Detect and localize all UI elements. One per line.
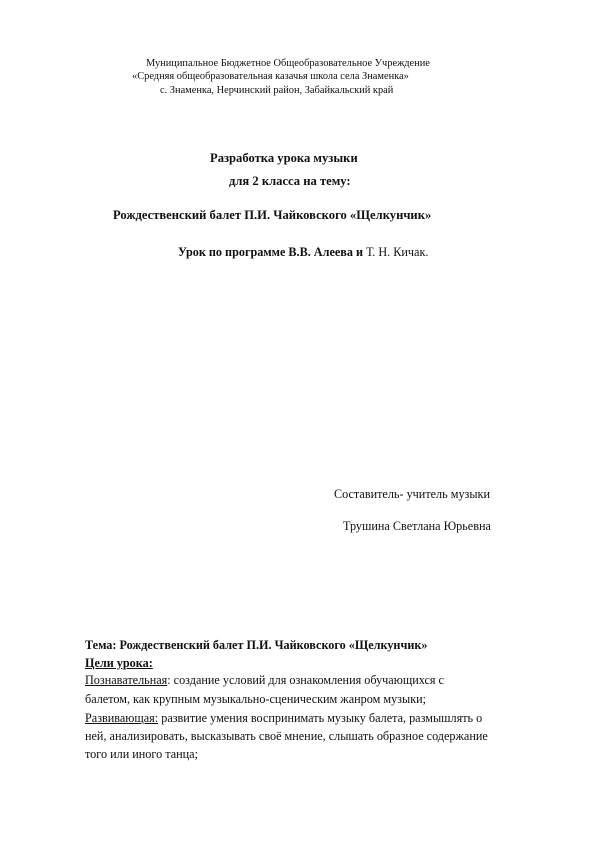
lesson-title-line-2: для 2 класса на тему: [229,174,351,188]
developing-goal-line-3: того или иного танца; [85,747,198,761]
cognitive-goal-line-2: балетом, как крупным музыкально-сценическим жанром музыки; [85,692,427,706]
program-prefix: Урок по программе В.В. Алеева и [178,245,367,259]
cognitive-goal-line-1 [85,672,444,688]
developing-goal-line-2: ней, анализировать, высказывать своё мнение, слышать образное содержание [85,729,488,743]
developing-goal-text-1: развитие умения воспринимать музыку балета, размышлять о [158,711,483,725]
school-address-line: с. Знаменка, Нерчинский район, Забайкальский край [160,85,394,96]
composer-role: Составитель- учитель музыки [334,487,490,501]
lesson-title-line-1: Разработка урока музыки [210,151,358,165]
program-author: Т. Н. Кичак. [366,245,429,259]
program-line [178,245,428,260]
school-name-line: Муниципальное Бюджетное Общеобразовательное Учреждение [146,58,430,69]
lesson-theme: Тема: Рождественский балет П.И. Чайковского «Щелкунчик» [85,638,428,652]
cognitive-goal-text-1: : создание условий для ознакомления обучающихся с [167,673,444,687]
cognitive-goal-label: Познавательная [85,673,168,687]
school-full-name-line: «Средняя общеобразовательная казачья школа села Знаменка» [132,71,409,82]
lesson-topic-title: Рождественский балет П.И. Чайковского «Щелкунчик» [113,208,432,222]
developing-goal-line-1 [85,710,482,726]
composer-name: Трушина Светлана Юрьевна [343,519,491,533]
developing-goal-label: Развивающая: [85,711,159,725]
goals-heading: Цели урока: [85,656,153,670]
